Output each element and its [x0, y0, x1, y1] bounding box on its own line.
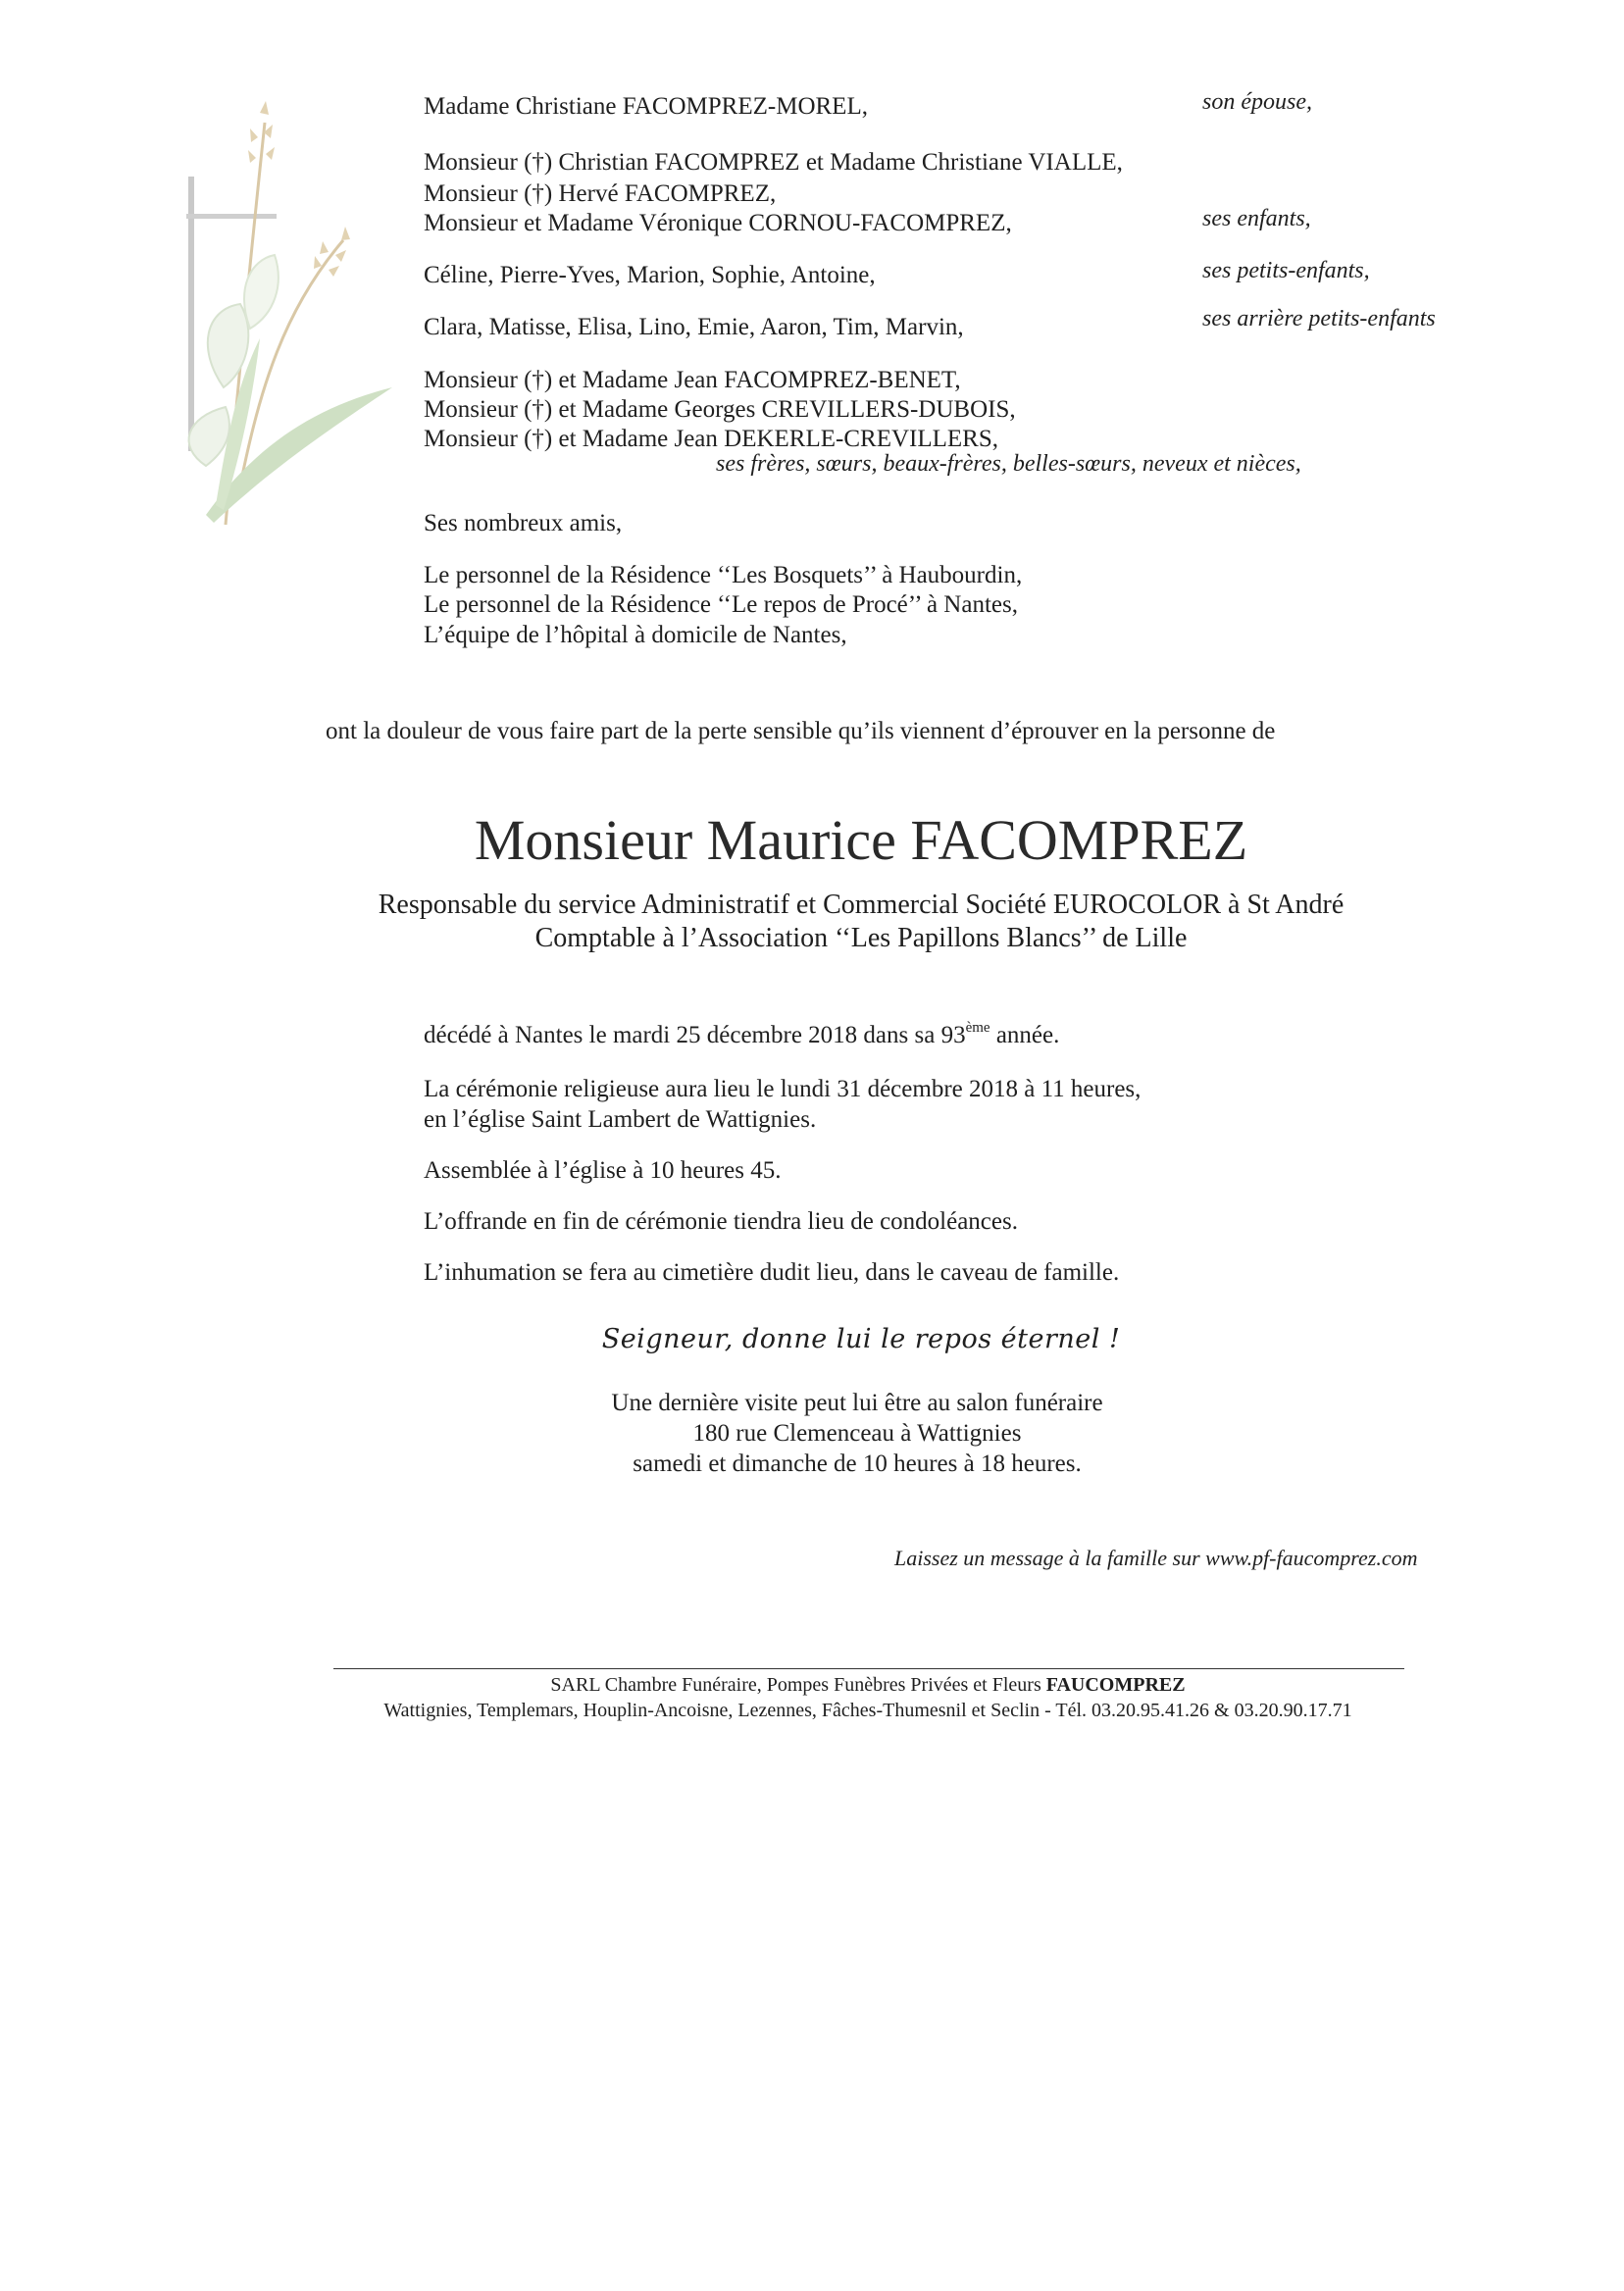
siblings-role: ses frères, sœurs, beaux-frères, belles-sœurs, neveux et nièces, [716, 451, 1301, 477]
death-ordinal-suffix: ème [965, 1020, 990, 1036]
ceremony-line-2: en l’église Saint Lambert de Wattignies. [424, 1106, 817, 1133]
staff-line-1: Le personnel de la Résidence ‘‘Les Bosquets’’ à Haubourdin, [424, 562, 1023, 588]
visit-line-1: Une dernière visite peut lui être au salon funéraire [611, 1390, 1103, 1416]
great-grandchildren-names: Clara, Matisse, Elisa, Lino, Emie, Aaron, Tim, Marvin, [424, 314, 964, 340]
footer-company: SARL Chambre Funéraire, Pompes Funèbres Privées et Fleurs [550, 1674, 1046, 1696]
prayer-line: Seigneur, donne lui le repos éternel ! [601, 1324, 1121, 1354]
offering-line: L’offrande en fin de cérémonie tiendra lieu de condoléances. [424, 1208, 1018, 1235]
visit-line-2: 180 rue Clemenceau à Wattignies [692, 1420, 1022, 1447]
deceased-name: Monsieur Maurice FACOMPREZ [474, 808, 1248, 872]
cross-lily-illustration [167, 93, 402, 544]
spouse-role: son épouse, [1202, 89, 1312, 115]
assembly-line: Assemblée à l’église à 10 heures 45. [424, 1157, 782, 1184]
death-line [424, 1020, 1059, 1050]
footer-divider [333, 1668, 1404, 1669]
grandchildren-names: Céline, Pierre-Yves, Marion, Sophie, Antoine, [424, 262, 876, 288]
visit-line-3: samedi et dimanche de 10 heures à 18 heures. [633, 1451, 1082, 1477]
sibling-line-3: Monsieur (†) et Madame Jean DEKERLE-CREVILLERS, [424, 426, 998, 452]
staff-line-2: Le personnel de la Résidence ‘‘Le repos de Procé’’ à Nantes, [424, 591, 1018, 618]
deceased-title-2: Comptable à l’Association ‘‘Les Papillons Blancs’’ de Lille [534, 923, 1188, 953]
announcement-text: ont la douleur de vous faire part de la perte sensible qu’ils viennent d’éprouver en la personne de [326, 718, 1276, 744]
staff-line-3: L’équipe de l’hôpital à domicile de Nantes, [424, 622, 847, 648]
death-text-end: année. [990, 1022, 1060, 1048]
child-line-1: Monsieur (†) Christian FACOMPREZ et Madame Christiane VIALLE, [424, 149, 1123, 176]
spouse-name: Madame Christiane FACOMPREZ-MOREL, [424, 93, 868, 120]
grandchildren-role: ses petits-enfants, [1202, 258, 1370, 283]
great-grandchildren-role: ses arrière petits-enfants [1202, 306, 1436, 331]
sibling-line-1: Monsieur (†) et Madame Jean FACOMPREZ-BENET, [424, 367, 961, 393]
footer-line-1 [550, 1672, 1185, 1698]
footer-brand: FAUCOMPREZ [1045, 1674, 1186, 1696]
ceremony-line-1: La cérémonie religieuse aura lieu le lundi 31 décembre 2018 à 11 heures, [424, 1076, 1142, 1102]
burial-line: L’inhumation se fera au cimetière dudit lieu, dans le caveau de famille. [424, 1259, 1120, 1286]
sibling-line-2: Monsieur (†) et Madame Georges CREVILLERS-DUBOIS, [424, 396, 1016, 423]
child-line-2: Monsieur (†) Hervé FACOMPREZ, [424, 180, 777, 207]
friends-line: Ses nombreux amis, [424, 510, 623, 536]
message-line: Laissez un message à la famille sur www.pf-faucomprez.com [894, 1546, 1418, 1570]
children-role: ses enfants, [1202, 206, 1311, 231]
death-text: décédé à Nantes le mardi 25 décembre 2018 dans sa 93 [424, 1022, 966, 1048]
child-line-3: Monsieur et Madame Véronique CORNOU-FACOMPREZ, [424, 210, 1012, 236]
footer-line-2: Wattignies, Templemars, Houplin-Ancoisne, Lezennes, Fâches-Thumesnil et Seclin - Tél. 03.20.95.41.26 & 03.20.90.17.71 [383, 1700, 1352, 1721]
deceased-title-1: Responsable du service Administratif et Commercial Société EUROCOLOR à St André [378, 890, 1345, 920]
cross-horizontal [186, 214, 277, 219]
